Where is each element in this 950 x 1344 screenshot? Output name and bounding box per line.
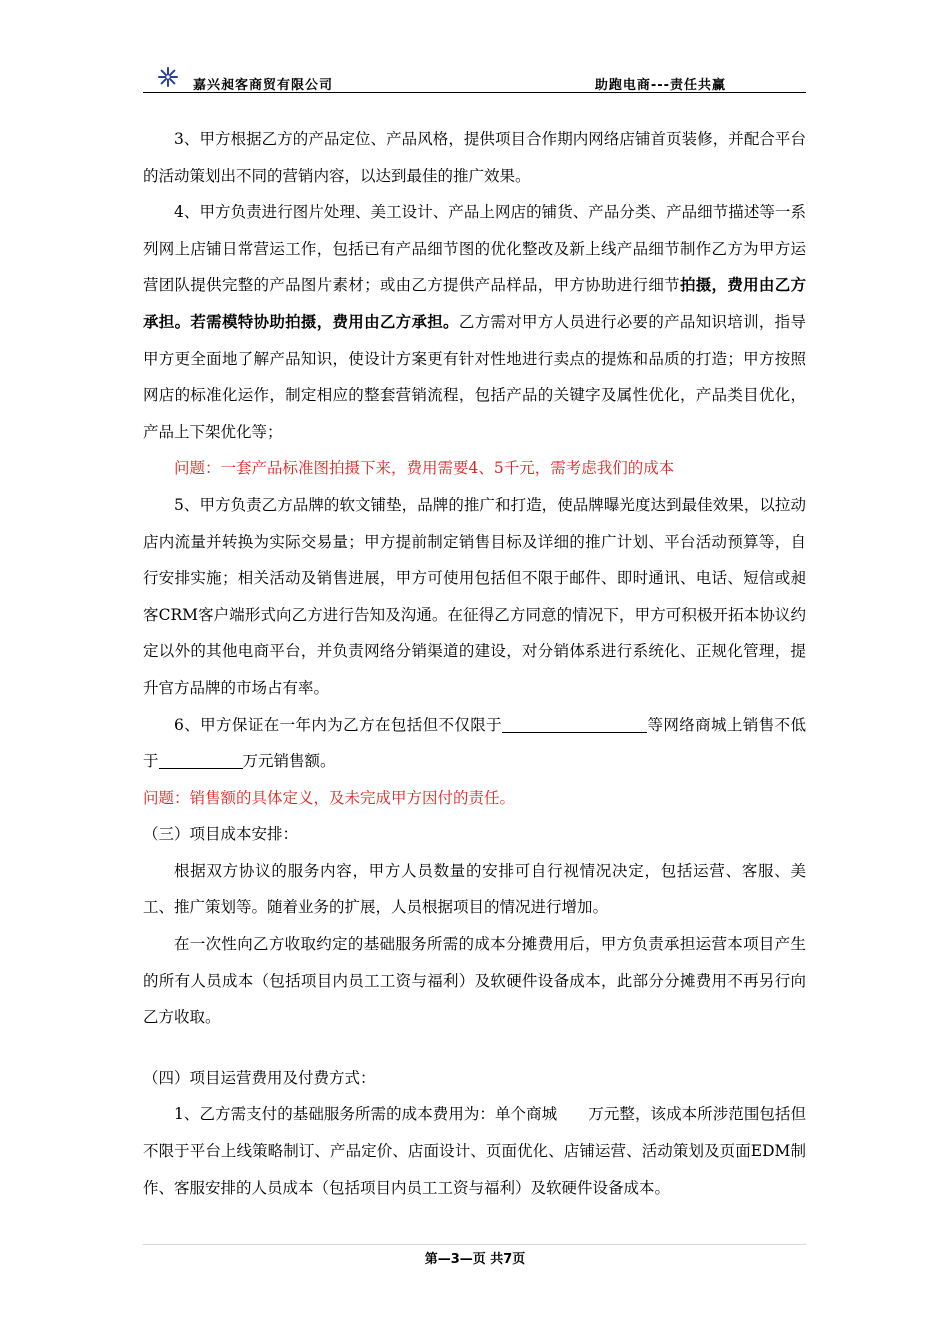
paragraph-6-text-b: 等网络商城上销售不低于 (143, 715, 806, 771)
page-number: 第—3—页 共7页 (424, 1252, 526, 1267)
question-1: 问题：一套产品标准图拍摄下来，费用需要4、5千元，需考虑我们的成本 (174, 459, 675, 478)
paragraph-4-text-a: 4、甲方负责进行图片处理、美工设计、产品上网店的铺货、产品分类、产品细节描述等一系列网上店铺日常营运工作，包括已有产品细节图的优化整改及新上线产品细节制作乙方为甲方运营团队提供完整的产品图片素材；或由乙方提供产品样品，甲方协助进行细节 (143, 203, 806, 295)
spacer (143, 1036, 806, 1060)
paragraph-6 (143, 707, 806, 780)
paragraph-4 (143, 194, 806, 450)
section-3-paragraph-1: 根据双方协议的服务内容，甲方人员数量的安排可自行视情况决定，包括运营、客服、美工、推广策划等。随着业务的扩展，人员根据项目的情况进行增加。 (143, 861, 806, 917)
blank-field-amount (159, 753, 243, 770)
company-name: 嘉兴昶客商贸有限公司 (193, 78, 334, 93)
header-slogan: 助跑电商---责任共赢 (594, 78, 726, 93)
page-header (143, 64, 806, 93)
section-4-paragraph-1: 1、乙方需支付的基础服务所需的成本费用为：单个商城 万元整，该成本所涉范围包括但不限于平台上线策略制订、产品定价、店面设计、页面优化、店铺运营、活动策划及页面EDM制作、客服安排的人员成本（包括项目内员工工资与福利）及软硬件设备成本。 (143, 1105, 806, 1197)
paragraph-5: 5、甲方负责乙方品牌的软文铺垫，品牌的推广和打造，使品牌曝光度达到最佳效果，以拉动店内流量并转换为实际交易量；甲方提前制定销售目标及详细的推广计划、平台活动预算等，自行安排实施；相关活动及销售进展，甲方可使用包括但不限于邮件、即时通讯、电话、短信或昶客CRM客户端形式向乙方进行告知及沟通。在征得乙方同意的情况下，甲方可积极开拓本协议约定以外的其他电商平台，并负责网络分销渠道的建设，对分销体系进行系统化、正规化管理，提升官方品牌的市场占有率。 (143, 495, 806, 697)
paragraph-6-text-c: 万元销售额。 (242, 752, 336, 771)
section-4-title: （四）项目运营费用及付费方式： (143, 1068, 376, 1087)
section-3-title: （三）项目成本安排： (143, 825, 299, 844)
question-2: 问题：销售额的具体定义，及未完成甲方因付的责任。 (143, 788, 516, 807)
footer-divider (143, 1244, 806, 1245)
paragraph-3: 3、甲方根据乙方的产品定位、产品风格，提供项目合作期内网络店铺首页装修，并配合平台的活动策划出不同的营销内容，以达到最佳的推广效果。 (143, 130, 806, 185)
paragraph-6-text-a: 6、甲方保证在一年内为乙方在包括但不仅限于 (174, 715, 503, 734)
paragraph-4-bold: 拍摄，费用由乙方承担。若需模特协助拍摄，费用由乙方承担。 (143, 275, 806, 331)
document-body (143, 121, 806, 1206)
section-3-paragraph-2: 在一次性向乙方收取约定的基础服务所需的成本分摊费用后，甲方负责承担运营本项目产生的所有人员成本（包括项目内员工工资与福利）及软硬件设备成本，此部分分摊费用不再另行向乙方收取。 (143, 935, 806, 1027)
blank-field-platforms (502, 716, 647, 733)
snowflake-logo-icon (157, 66, 179, 88)
paragraph-4-text-b: 乙方需对甲方人员进行必要的产品知识培训，指导甲方更全面地了解产品知识，使设计方案更有针对性地进行卖点的提炼和品质的打造；甲方按照网店的标准化运作，制定相应的整套营销流程，包括产品的关键字及属性优化，产品类目优化，产品上下架优化等； (143, 312, 806, 441)
